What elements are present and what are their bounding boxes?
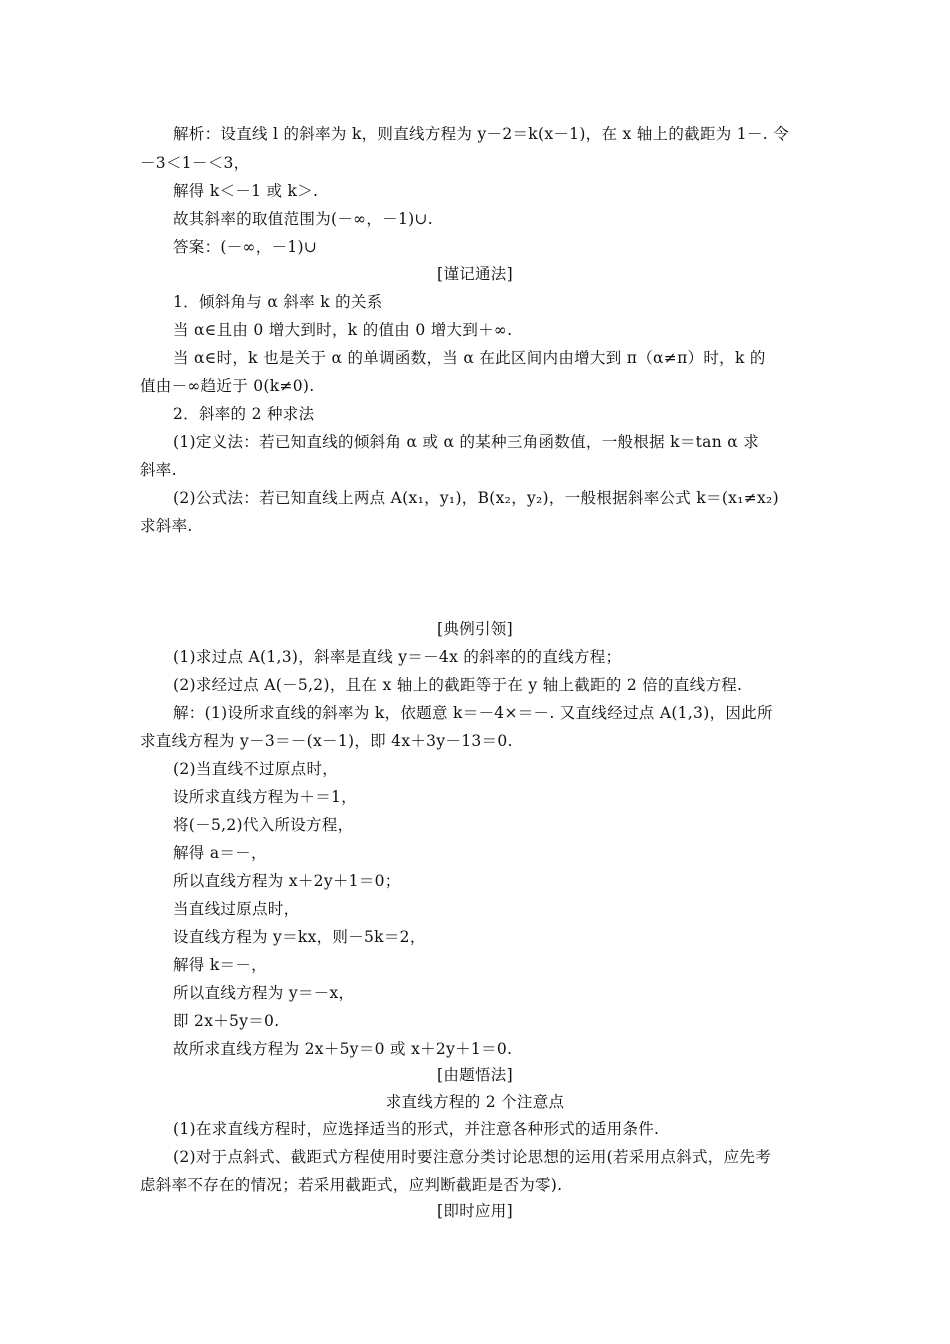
method-line: 值由－∞趋近于 0(k≠0). — [140, 377, 315, 395]
answer-line: 答案：(－∞，－1)∪ — [173, 238, 318, 256]
solution-line: 解：(1)设所求直线的斜率为 k，依题意 k＝－4×＝－. 又直线经过点 A(1,3)，因此所 — [173, 704, 773, 722]
solution-line: 即 2x＋5y＝0. — [173, 1012, 280, 1030]
section-heading-dianli: [典例引领] — [437, 620, 513, 638]
section-subheading-youti: 求直线方程的 2 个注意点 — [385, 1093, 565, 1111]
solution-line: 设直线方程为 y＝kx，则－5k＝2， — [173, 928, 426, 946]
method-line: (1)定义法：若已知直线的倾斜角 α 或 α 的某种三角函数值，一般根据 k＝tan α 求 — [173, 433, 759, 451]
solution-line: 所以直线方程为 y＝－x， — [173, 984, 355, 1002]
method-line: 求斜率. — [140, 517, 193, 535]
example-line: (2)求经过点 A(－5,2)，且在 x 轴上的截距等于在 y 轴上截距的 2 倍的直线方程. — [173, 676, 743, 694]
solution-line: 解得 k＝－， — [173, 956, 267, 974]
method-line: 当 α∈且由 0 增大到时，k 的值由 0 增大到＋∞. — [173, 321, 513, 339]
analysis-line: 解得 k＜－1 或 k＞. — [173, 182, 319, 200]
tip-line: (1)在求直线方程时，应选择适当的形式，并注意各种形式的适用条件. — [173, 1120, 660, 1138]
solution-line: (2)当直线不过原点时， — [173, 760, 339, 778]
method-line: 当 α∈时，k 也是关于 α 的单调函数，当 α 在此区间内由增大到 π（α≠π）时，k 的 — [173, 349, 766, 367]
tip-line: 虑斜率不存在的情况；若采用截距式，应判断截距是否为零). — [140, 1176, 563, 1194]
solution-line: 当直线过原点时， — [173, 900, 300, 918]
solution-line: 故所求直线方程为 2x＋5y＝0 或 x＋2y＋1＝0. — [173, 1040, 513, 1058]
solution-line: 解得 a＝－， — [173, 844, 267, 862]
example-line: (1)求过点 A(1,3)，斜率是直线 y＝－4x 的斜率的的直线方程； — [173, 648, 622, 666]
solution-line: 设所求直线方程为＋＝1， — [173, 788, 357, 806]
method-line: 斜率. — [140, 461, 177, 479]
method-line: (2)公式法：若已知直线上两点 A(x₁，y₁)，B(x₂，y₂)，一般根据斜率公式 k＝(x₁≠x₂) — [173, 489, 779, 507]
method-line: 1．倾斜角与 α 斜率 k 的关系 — [173, 293, 383, 311]
analysis-line: 解析：设直线 l 的斜率为 k，则直线方程为 y－2＝k(x－1)，在 x 轴上的截距为 1－. 令 — [173, 125, 790, 143]
solution-line: 求直线方程为 y－3＝－(x－1)，即 4x＋3y－13＝0. — [140, 732, 513, 750]
section-heading-youti: [由题悟法] — [437, 1066, 513, 1084]
solution-line: 将(－5,2)代入所设方程， — [173, 816, 354, 834]
analysis-line: －3＜1－＜3， — [140, 154, 250, 172]
tip-line: (2)对于点斜式、截距式方程使用时要注意分类讨论思想的运用(若采用点斜式，应先考 — [173, 1148, 772, 1166]
method-line: 2．斜率的 2 种求法 — [173, 405, 315, 423]
analysis-line: 故其斜率的取值范围为(－∞，－1)∪. — [173, 210, 433, 228]
section-heading-jinji: [谨记通法] — [437, 265, 513, 283]
solution-line: 所以直线方程为 x＋2y＋1＝0； — [173, 872, 401, 890]
section-heading-jishi: [即时应用] — [437, 1202, 513, 1220]
